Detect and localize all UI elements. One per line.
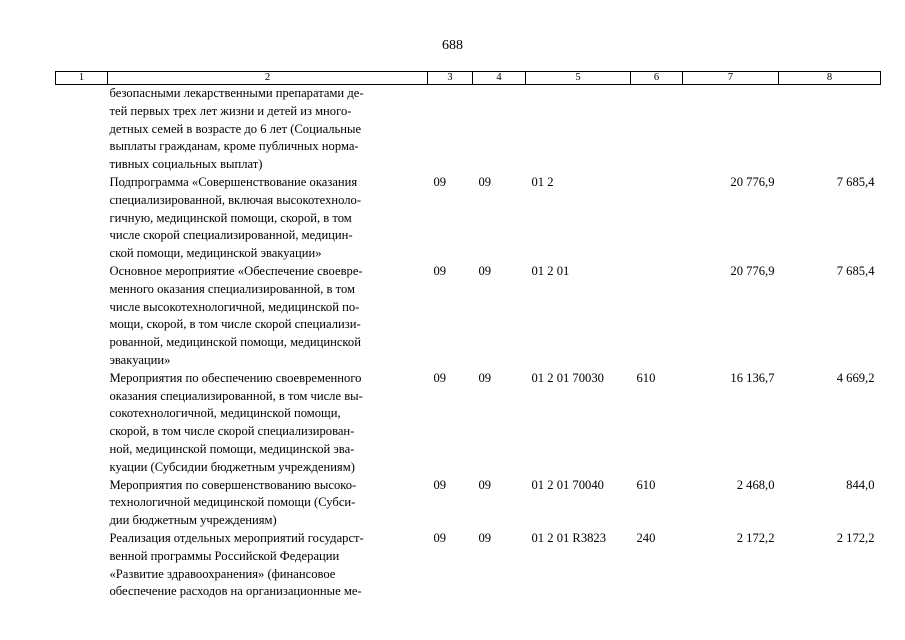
- table-row: [56, 370, 881, 477]
- table-row: [56, 530, 881, 601]
- cell-col-1: [56, 174, 108, 263]
- cell-sum-col-8: 844,0: [846, 477, 875, 492]
- description-line: эвакуации»: [109, 352, 171, 367]
- cell-description: [108, 174, 428, 263]
- cell-description: [108, 85, 428, 174]
- cell-pr: 09: [478, 174, 492, 189]
- cell-col-1: [56, 530, 108, 601]
- cell-vr: 610: [636, 477, 656, 492]
- table-row: [56, 263, 881, 370]
- column-number-header-row: [56, 72, 881, 85]
- description-line: венной программы Российской Федерации: [109, 548, 340, 563]
- column-header-5: 5: [526, 72, 631, 85]
- cell-csr: 01 2 01: [531, 263, 570, 278]
- cell-rz: 09: [433, 174, 447, 189]
- cell-description: [108, 370, 428, 477]
- column-header-7: 7: [683, 72, 779, 85]
- description-line: сокотехнологичной, медицинской помощи,: [109, 406, 341, 421]
- description-line: числе скорой специализированной, медицин-: [109, 228, 353, 243]
- cell-pr: 09: [478, 477, 492, 492]
- cell-vr: [631, 263, 683, 370]
- cell-sum-col-7: 2 468,0: [736, 477, 775, 492]
- description-line: гичную, медицинской помощи, скорой, в том: [109, 210, 352, 225]
- column-header-6: 6: [631, 72, 683, 85]
- description-line: числе высокотехнологичной, медицинской по-: [109, 299, 360, 314]
- cell-csr: 01 2: [531, 174, 554, 189]
- cell-vr: [631, 174, 683, 263]
- cell-rz: [428, 85, 473, 174]
- description-line: ской помощи, медицинской эвакуации»: [109, 246, 322, 261]
- cell-sum-col-8: 4 669,2: [836, 370, 875, 385]
- description-line: технологичной медицинской помощи (Субси-: [109, 495, 356, 510]
- description-line: куации (Субсидии бюджетным учреждениям): [109, 459, 355, 474]
- cell-pr: [473, 85, 526, 174]
- cell-rz: 09: [433, 477, 447, 492]
- cell-sum-col-7: 20 776,9: [730, 263, 775, 278]
- cell-pr: 09: [478, 530, 492, 545]
- cell-sum-col-7: 2 172,2: [736, 530, 775, 545]
- description-line: Основное мероприятие «Обеспечение своевре-: [109, 263, 363, 278]
- cell-vr: 610: [636, 370, 656, 385]
- description-line: менного оказания специализированной, в том: [109, 281, 356, 296]
- description-line: «Развитие здравоохранения» (финансовое: [109, 566, 336, 581]
- description-line: дии бюджетным учреждениям): [109, 513, 277, 528]
- cell-col-1: [56, 370, 108, 477]
- table-row: [56, 174, 881, 263]
- cell-col-1: [56, 85, 108, 174]
- cell-description: [108, 263, 428, 370]
- cell-csr: 01 2 01 70030: [531, 370, 604, 385]
- table-row: [56, 477, 881, 530]
- cell-sum-col-7: [683, 85, 779, 174]
- cell-sum-col-7: 20 776,9: [730, 174, 775, 189]
- description-line: безопасными лекарственными препаратами де-: [109, 86, 364, 100]
- description-line: тивных социальных выплат): [109, 157, 263, 172]
- description-line: Реализация отдельных мероприятий государст-: [109, 530, 364, 545]
- cell-description: [108, 477, 428, 530]
- page-number: 688: [442, 38, 463, 53]
- cell-rz: 09: [433, 263, 447, 278]
- description-line: тей первых трех лет жизни и детей из много-: [109, 103, 352, 118]
- cell-pr: 09: [478, 263, 492, 278]
- column-header-3: 3: [428, 72, 473, 85]
- description-line: мощи, скорой, в том числе скорой специализи-: [109, 317, 361, 332]
- description-line: специализированной, включая высокотехноло-: [109, 192, 362, 207]
- column-header-1: 1: [56, 72, 108, 85]
- description-line: выплаты гражданам, кроме публичных норма-: [109, 139, 359, 154]
- budget-table: [55, 71, 881, 601]
- cell-csr: [526, 85, 631, 174]
- cell-col-1: [56, 477, 108, 530]
- description-line: рованной, медицинской помощи, медицинской: [109, 335, 361, 350]
- description-line: детных семей в возрасте до 6 лет (Социальные: [109, 121, 362, 136]
- cell-pr: 09: [478, 370, 492, 385]
- cell-csr: 01 2 01 R3823: [531, 530, 607, 545]
- cell-vr: 240: [636, 530, 656, 545]
- cell-csr: 01 2 01 70040: [531, 477, 604, 492]
- table-body: [56, 85, 881, 602]
- cell-sum-col-8: 2 172,2: [836, 530, 875, 545]
- column-header-8: 8: [779, 72, 881, 85]
- cell-vr: [631, 85, 683, 174]
- cell-sum-col-8: 7 685,4: [836, 263, 875, 278]
- description-line: обеспечение расходов на организационные ме-: [109, 584, 362, 599]
- cell-rz: 09: [433, 530, 447, 545]
- cell-rz: 09: [433, 370, 447, 385]
- cell-description: [108, 530, 428, 601]
- cell-sum-col-7: 16 136,7: [730, 370, 775, 385]
- column-header-4: 4: [473, 72, 526, 85]
- description-line: оказания специализированной, в том числе вы-: [109, 388, 363, 403]
- cell-col-1: [56, 263, 108, 370]
- cell-sum-col-8: [779, 85, 881, 174]
- description-line: скорой, в том числе скорой специализирован-: [109, 424, 355, 439]
- description-line: Подпрограмма «Совершенствование оказания: [109, 174, 358, 189]
- description-line: Мероприятия по совершенствованию высоко-: [109, 477, 357, 492]
- column-header-2: 2: [108, 72, 428, 85]
- description-line: Мероприятия по обеспечению своевременного: [109, 370, 362, 385]
- cell-sum-col-8: 7 685,4: [836, 174, 875, 189]
- description-line: ной, медицинской помощи, медицинской эва-: [109, 441, 355, 456]
- table-row: [56, 85, 881, 174]
